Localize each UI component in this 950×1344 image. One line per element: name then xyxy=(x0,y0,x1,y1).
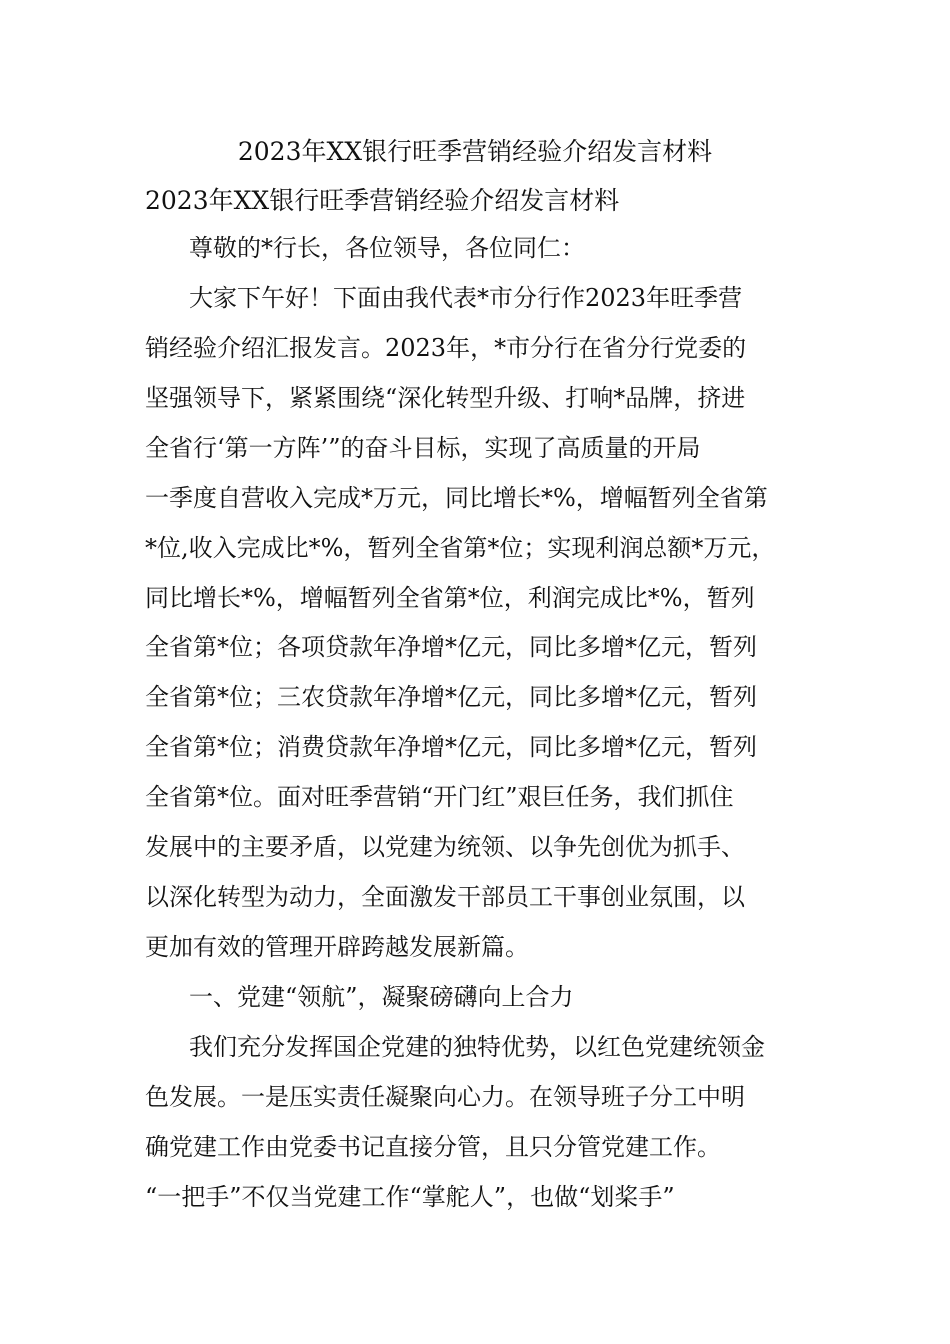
paragraph-line: 全省第*位；三农贷款年净增*亿元，同比多增*亿元，暂列 xyxy=(145,683,757,711)
paragraph-line: 我们充分发挥国企党建的独特优势，以红色党建统领金 xyxy=(189,1033,765,1061)
paragraph-line: 发展中的主要矛盾，以党建为统领、以争先创优为抓手、 xyxy=(145,833,745,861)
paragraph-line: 大家下午好！下面由我代表*市分行作2023年旺季营 xyxy=(189,284,743,312)
greeting-line: 尊敬的*行长，各位领导，各位同仁： xyxy=(189,234,585,262)
paragraph-line: 以深化转型为动力，全面激发干部员工干事创业氛围，以 xyxy=(145,883,745,911)
section-heading: 一、党建“领航”，凝聚磅礴向上合力 xyxy=(189,983,574,1011)
paragraph-line: 同比增长*%，增幅暂列全省第*位，利润完成比*%，暂列 xyxy=(145,584,755,612)
paragraph-line: 坚强领导下，紧紧围绕“深化转型升级、打响*品牌，挤进 xyxy=(145,384,746,412)
document-title-left: 2023年XX银行旺季营销经验介绍发言材料 xyxy=(145,186,620,215)
paragraph-line: 一季度自营收入完成*万元，同比增长*%，增幅暂列全省第 xyxy=(145,484,768,512)
paragraph-line: *位,收入完成比*%，暂列全省第*位；实现利润总额*万元， xyxy=(145,534,776,562)
paragraph-line: 全省行‘第一方阵’”的奋斗目标，实现了高质量的开局 xyxy=(145,434,701,462)
paragraph-line: 更加有效的管理开辟跨越发展新篇。 xyxy=(145,933,529,961)
paragraph-line: 全省第*位；消费贷款年净增*亿元，同比多增*亿元，暂列 xyxy=(145,733,757,761)
paragraph-line: “一把手”不仅当党建工作“掌舵人”，也做“划桨手” xyxy=(145,1183,675,1211)
paragraph-line: 销经验介绍汇报发言。2023年，*市分行在省分行党委的 xyxy=(145,334,747,362)
paragraph-line: 全省第*位。面对旺季营销“开门红”艰巨任务，我们抓住 xyxy=(145,783,734,811)
document-title-centered: 2023年XX银行旺季营销经验介绍发言材料 xyxy=(237,137,713,166)
paragraph-line: 确党建工作由党委书记直接分管，且只分管党建工作。 xyxy=(145,1133,721,1161)
paragraph-line: 全省第*位；各项贷款年净增*亿元，同比多增*亿元，暂列 xyxy=(145,633,757,661)
paragraph-line: 色发展。一是压实责任凝聚向心力。在领导班子分工中明 xyxy=(145,1083,745,1111)
